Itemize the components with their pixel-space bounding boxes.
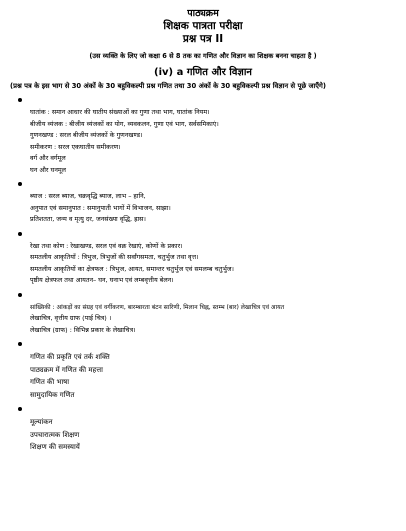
syllabus-title: पाठ्यक्रम [187, 8, 219, 19]
topic-line: गणित की प्रकृति एवं तर्क शक्ति [30, 353, 110, 361]
topic-line: ब्याज : सरल ब्याज, चक्रवृद्धि ब्याज, लाभ – हानि, [30, 192, 146, 200]
topic-line: प्रतिशतता, जन्म व मृत्यु दर, जनसंख्या वृद्धि, ह्रास। [30, 215, 146, 223]
topic-line: लेखाचित्र, वृत्तीय ग्राफ (पाई चित्र) । [30, 314, 112, 322]
topic-line: गणित की भाषा [30, 378, 70, 386]
topic-line: अनुपात एवं समानुपात : समानुपाती भागों में विभाजन, साझा। [30, 203, 171, 212]
eligibility-note: (उस व्यक्ति के लिए जो कक्षा 6 से 8 तक का गणित और विज्ञान का शिक्षक बनना चाहता है ) [89, 52, 317, 60]
paper-title: प्रश्न पत्र II [182, 33, 224, 45]
topic-line: उपचारात्मक शिक्षण [30, 430, 80, 439]
section-commercial-math [30, 182, 400, 226]
topic-line: समतलीय आकृतियाँ : त्रिभुज, त्रिभुजों की सर्वांगसमता, चतुर्भुज तथा वृत्त। [30, 253, 199, 261]
topic-line: सामुदायिक गणित [30, 390, 75, 399]
topic-line: सांख्यिकी : आंकड़ों का संग्रह एवं वर्गीकरण, बारम्बारता बंटन सारिणी, मिलान चिह्न, स्तम्भ (बार) लेखाचित्र एवं आयत [30, 303, 285, 311]
topic-line: समतलीय आकृतियों का क्षेत्रफल : त्रिभुज, आयत, समान्तर चतुर्भुज एवं समलम्ब चतुर्भुज। [30, 264, 234, 273]
topic-line: शिक्षण की समस्यायें [30, 443, 80, 451]
section-statistics [30, 293, 400, 337]
topic-line: घातांक : समान आधार की घातीय संख्याओं का गुणा तथा भाग, घातांक नियम। [30, 108, 210, 116]
topic-line: समीकरण : सरल एकघातीय समीकरण। [30, 142, 121, 151]
question-pattern-note: (प्रश्न पत्र के इस भाग से 30 अंकों के 30 बहुविकल्पी प्रश्न गणित तथा 30 अंकों के 30 बहुविकल्पी प्रश्न विज्ञान से पूछे जाएँगे) [10, 82, 326, 90]
topic-line: मूल्यांकन [30, 418, 53, 426]
topic-line: पृष्ठीय क्षेत्रफल तथा आयतन– घन, घनाभ एवं लम्बवृत्तीय बेलन। [30, 276, 174, 284]
bullet-icon [18, 407, 22, 411]
bullet-icon [18, 232, 22, 236]
topic-line: लेखाचित्र (ग्राफ) : विभिन्न प्रकार के लेखाचित्र। [30, 325, 136, 334]
topic-line: रेखा तथा कोण : रेखाखण्ड, सरल एवं वक्र रेखाएं, कोणों के प्रकार। [30, 241, 183, 250]
topic-line: वर्ग और वर्गमूल [30, 154, 66, 162]
exam-title: शिक्षक पात्रता परीक्षा [163, 20, 243, 32]
syllabus-header [0, 8, 406, 61]
bullet-icon [18, 182, 22, 186]
topic-line: पाठ्यक्रम में गणित की महत्ता [30, 365, 103, 374]
topic-line: गुणनखण्ड : सरल बीजीय व्यंजकों के गुणनखण्ड। [30, 131, 143, 139]
topic-line: बीजीय व्यंजक : बीजीय व्यंजकों का योग, व्यवकलन, गुणा एवं भाग, सर्वसमिकाएं। [30, 119, 219, 128]
section-algebra [30, 101, 400, 176]
bullet-icon [18, 98, 22, 102]
section-pedagogy [30, 342, 400, 401]
section-geometry [30, 232, 400, 287]
topic-line: घन और घनमूल [30, 165, 67, 174]
section-evaluation [30, 407, 400, 454]
bullet-icon [18, 342, 22, 346]
bullet-icon [18, 293, 22, 297]
subject-title: (iv) a गणित और विज्ञान [154, 67, 252, 78]
